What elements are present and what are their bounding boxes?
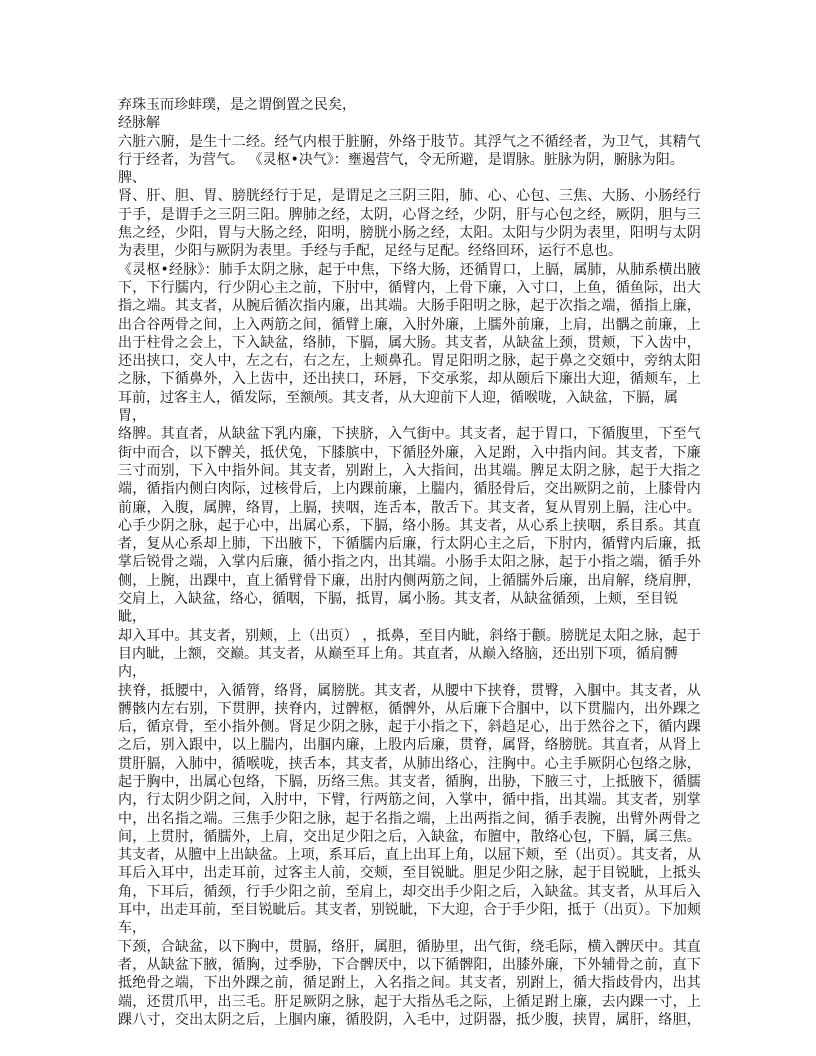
text-line: 中，出名指之端。三焦手少阳之脉，起于名指之端，上出两指之间，循手表腕，出臂外两骨之 [118, 810, 702, 827]
text-line: 掌后锐骨之端，入掌内后廉，循小指之内，出其端。小肠手太阳之脉，起于小指之端，循手外 [118, 554, 702, 571]
text-line: 于手，是谓手之三阴三阳。脾肺之经，太阴，心肾之经，少阴，肝与心包之经，厥阴，胆与三 [118, 206, 702, 223]
text-line: 出合谷两骨之间，上入两筋之间，循臂上廉，入肘外廉，上臑外前廉，上肩，出髃之前廉，上 [118, 316, 702, 333]
text-line: 弃珠玉而珍蚌璞，是之谓倒置之民矣， [118, 97, 356, 113]
text-line: 为表里，少阳与厥阴为表里。手经与手配，足经与足配。经络回环，运行不息也。 [118, 243, 622, 260]
text-line: 出于柱骨之会上，下入缺盆，络肺，下膈，属大肠。其支者，从缺盆上颈，贯颊，下入齿中， [118, 334, 702, 351]
text-line: 挟脊，抵腰中，入循膂，络肾，属膀胱。其支者，从腰中下挟脊，贯臀，入腘中。其支者，从 [118, 682, 702, 699]
text-line: 却入耳中。其支者，别颊，上（出页） ，抵鼻，至目内眦，斜络于颧。膀胱足太阳之脉，起于 [118, 627, 701, 644]
text-line: 端，循指内侧白肉际，过核骨后，上内踝前廉，上腨内，循胫骨后，交出厥阴之前，上膝骨内 [118, 481, 702, 498]
text-line: 三寸而别，下入中指外间。其支者，别跗上，入大指间，出其端。脾足太阴之脉，起于大指之 [118, 462, 702, 479]
text-line: 《灵枢•经脉》：肺手太阴之脉，起于中焦，下络大肠，还循胃口，上膈，属肺，从肺系横出腋 [118, 261, 701, 278]
text-line: 其支者，从膻中上出缺盆。上项，系耳后，直上出耳上角，以屈下颊，至（出页）。其支者，从 [118, 847, 702, 864]
text-line: 者，复从心系却上肺，下出腋下，下循臑内后廉，行太阴心主之后，下肘内，循臂内后廉，抵 [118, 536, 702, 553]
text-line: 间，上贯肘，循臑外，上肩，交出足少阳之后，入缺盆，布膻中，散络心包，下膈，属三焦。 [118, 828, 702, 845]
text-line: 耳前，过客主人，循发际，至额颅。其支者，从大迎前下人迎，循喉咙，入缺盆，下膈，属胃， [118, 389, 678, 425]
text-line: 贯肝膈，入肺中，循喉咙，挟舌本，其支者，从肺出络心，注胸中。心主手厥阴心包络之脉， [118, 755, 702, 772]
text-line: 髆骸内左右别，下贯胛，挟脊内，过髀枢，循髀外，从后廉下合腘中，以下贯腨内，出外踝之 [118, 700, 702, 717]
text-line: 耳中，出走耳前，至目锐眦后。其支者，别锐眦，下大迎，合于手少阳，抵于（出页）。下加颊 [118, 902, 702, 919]
text-line: 还出挟口，交人中，左之右，右之左，上颊鼻孔。胃足阳明之脉，起于鼻之交頞中，旁纳太阳 [118, 353, 702, 370]
text-line: 内，行太阴少阴之间，入肘中，下臂，行两筋之间，入掌中，循中指，出其端。其支者，别掌 [118, 792, 702, 809]
text-line: 车， [118, 920, 146, 937]
text-line: 街中而合，以下髀关，抵伏兔，下膝膑中，下循胫外廉，入足跗，入中指内间。其支者，下廉 [118, 444, 702, 461]
text-line: 后，循京骨，至小指外侧。肾足少阴之脉，起于小指之下，斜趋足心，出于然谷之下，循内踝 [118, 719, 702, 736]
text-line: 之后，别入跟中，以上腨内，出腘内廉，上股内后廉，贯脊，属肾，络膀胱。其直者，从肾上 [118, 737, 702, 754]
text-line: 侧，上腕，出踝中，直上循臂骨下廉，出肘内侧两筋之间，上循臑外后廉，出肩解，绕肩胛， [118, 572, 702, 589]
text-line: 下，下行臑内，行少阴心主之前，下肘中，循臂内，上骨下廉，入寸口，上鱼，循鱼际，出大 [118, 279, 702, 296]
text-line: 耳后入耳中，出走耳前，过客主人前，交颊，至目锐眦。胆足少阳之脉，起于目锐眦，上抵头 [118, 865, 702, 882]
text-line: 起于胸中，出属心包络，下膈，历络三焦。其支者，循胸，出胁，下腋三寸，上抵腋下，循臑 [118, 773, 702, 790]
text-line: 行于经者，为营气。 《灵枢•决气》：壅遏营气，令无所避，是谓脉。脏脉为阴，腑脉为阳。脾、 [118, 151, 684, 187]
text-line: 络脾。其直者，从缺盆下乳内廉，下挟脐，入气街中。其支者，起于胃口，下循腹里，下至气 [118, 426, 702, 443]
text-line: 角，下耳后，循颈，行手少阳之前，至肩上，却交出手少阳之后，入缺盆。其支者，从耳后入 [118, 883, 702, 900]
text-line: 端，还贯爪甲，出三毛。肝足厥阴之脉，起于大指丛毛之际，上循足跗上廉，去内踝一寸，上 [118, 993, 702, 1010]
text-line: 心手少阴之脉，起于心中，出属心系，下膈，络小肠。其支者，从心系上挟咽，系目系。其直 [118, 517, 702, 534]
text-line: 目内眦，上额，交巅。其支者，从巅至耳上角。其直者，从巅入络脑，还出别下项，循肩髆内， [118, 645, 678, 681]
text-line: 下颈，合缺盆，以下胸中，贯膈，络肝，属胆，循胁里，出气街，绕毛际，横入髀厌中。其直 [118, 938, 702, 955]
document-body [118, 96, 701, 1029]
section-heading: 经脉解 [118, 115, 160, 132]
text-line: 六脏六腑，是生十二经。经气内根于脏腑，外络于肢节。其浮气之不循经者，为卫气，其精气 [118, 133, 702, 150]
text-line: 交肩上，入缺盆，络心，循咽，下膈，抵胃，属小肠。其支者，从缺盆循颈，上颊，至目锐眦， [118, 591, 678, 626]
text-line: 抵绝骨之端，下出外踝之前，循足跗上，入名指之间。其支者，别跗上，循大指歧骨内，出其 [118, 975, 702, 992]
text-line: 前廉，入腹，属脾，络胃，上膈，挟咽，连舌本，散舌下。其支者，复从胃别上膈，注心中。 [118, 499, 702, 516]
text-line: 焦之经，少阳，胃与大肠之经，阳明，膀胱小肠之经，太阳。太阳与少阴为表里，阳明与太阴 [118, 225, 702, 242]
text-line: 者，从缺盆下腋，循胸，过季胁，下合髀厌中，以下循髀阳，出膝外廉，下外辅骨之前，直下 [118, 956, 702, 973]
text-line: 肾、肝、胆、胃、膀胱经行于足，是谓足之三阴三阳，肺、心、心包、三焦、大肠、小肠经行 [118, 188, 702, 205]
text-line: 踝八寸，交出太阴之后，上腘内廉，循股阴，入毛中，过阴器，抵少腹，挟胃，属肝，络胆， [118, 1011, 702, 1028]
text-line: 之脉，下循鼻外，入上齿中，还出挟口，环唇，下交承浆，却从颐后下廉出大迎，循颊车，上 [118, 371, 702, 388]
text-line: 指之端。其支者，从腕后循次指内廉，出其端。大肠手阳明之脉，起于次指之端，循指上廉， [118, 298, 702, 315]
